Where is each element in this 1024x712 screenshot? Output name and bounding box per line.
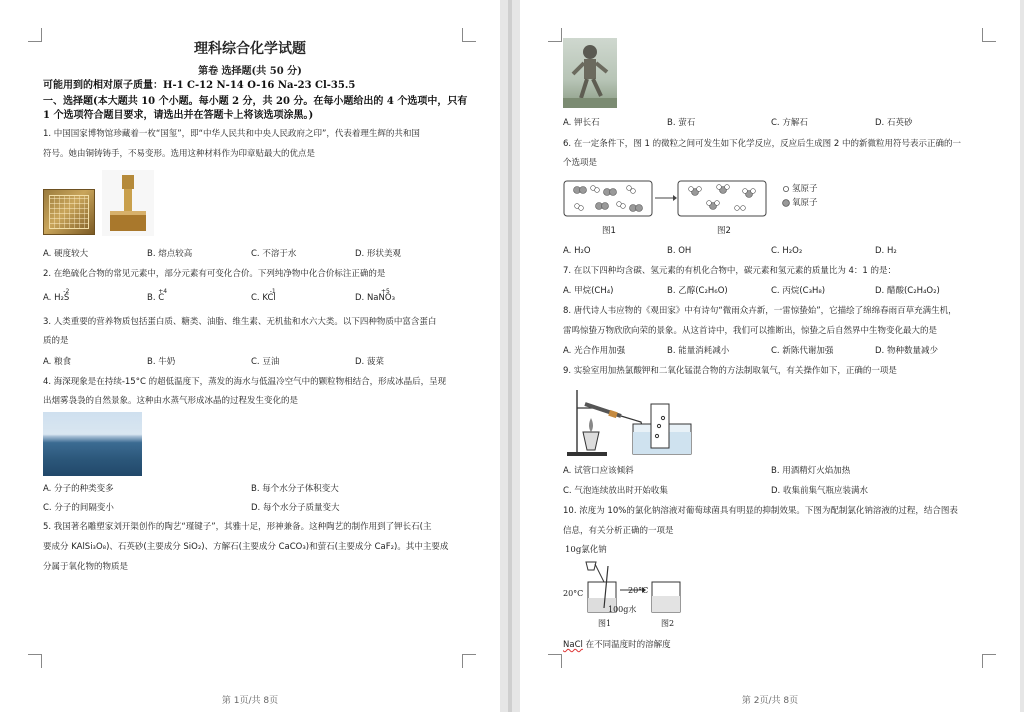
q2-option-a-label: A. [43, 293, 55, 303]
q2-option-b-charge: +4 [158, 288, 168, 295]
q7-option-d: D. 醋酸(C₂H₄O₂) [875, 286, 940, 296]
section-heading: 第卷 选择题(共 50 分) [198, 66, 302, 77]
q2-option-b-formula: C [158, 293, 165, 303]
page-title: 理科综合化学试题 [194, 41, 306, 57]
seal-photo-image [43, 189, 95, 235]
q2-option-a-formula: H₂S [54, 293, 70, 303]
sea-smoke-photo-image [43, 412, 142, 476]
q2-option-d-label: D. [355, 293, 367, 303]
document-page-1 [0, 0, 500, 712]
q2-option-b [147, 288, 168, 304]
page-corner-mark [548, 28, 562, 42]
bronze-seal-icon [102, 170, 154, 236]
q3-option-d: D. 菠菜 [355, 357, 384, 367]
q4-option-a: A. 分子的种类变多 [43, 484, 114, 494]
q8-option-a: A. 光合作用加强 [563, 346, 626, 356]
q2-option-c-formula: KCl [262, 293, 276, 303]
q2-option-b-label: B. [147, 293, 159, 303]
instructions-line-1: 一、选择题(本大题共 10 个小题。每小题 2 分，共 20 分。在每小题给出的 4 个选项中，只有 [43, 96, 468, 107]
q2-option-d [355, 288, 395, 304]
nacl-solubility-note [563, 640, 671, 651]
q6-option-d: D. H₂ [875, 246, 897, 256]
q8-stem-line-1: 8. 唐代诗人韦应物的《观田家》中有诗句“微雨众卉新，一雷惊蛰始”，它描绘了绵绵春雨百草充满生机， [563, 306, 957, 316]
water-amount-label: 100g水 [608, 605, 637, 614]
ceramic-statue-photo-image [563, 38, 617, 108]
fig1-temperature-label: 20°C [563, 589, 584, 598]
page-footer: 第 1页/共 8页 [221, 696, 279, 706]
q7-option-a: A. 甲烷(CH₄) [563, 286, 614, 296]
q5-stem-line-3: 分属于氧化物的物质是 [43, 562, 129, 572]
q5-option-d: D. 石英砂 [875, 118, 913, 128]
q3-stem-line-2: 质的是 [43, 336, 69, 346]
fig2-temperature-label: 20°C [628, 586, 649, 595]
q9-stem: 9. 实验室用加热氯酸钾和二氧化锰混合物的方法制取氧气，有关操作如下，正确的一项是 [563, 366, 897, 376]
q4-option-b: B. 每个水分子体积变大 [251, 484, 339, 494]
atomic-mass-line: 可能用到的相对原子质量：H-1 C-12 N-14 O-16 Na-23 Cl-35.5 [43, 80, 356, 91]
q10-stem-line-2: 信息，有关分析正确的一项是 [563, 526, 674, 536]
q9-option-c: C. 气泡连续放出时开始收集 [563, 486, 668, 496]
page-footer: 第 2页/共 8页 [741, 696, 799, 706]
q1-option-c: C. 不溶于水 [251, 249, 297, 259]
instructions-line-2: 1 个选项符合题目要求，请选出并在答题卡上将该选项涂黑。) [43, 110, 314, 121]
q4-stem-line-2: 出烟雾袅袅的自然景象。这种由水蒸气形成冰晶的过程发生变化的是 [43, 396, 299, 406]
q1-option-b: B. 熔点较高 [147, 249, 193, 259]
q9-option-a: A. 试管口应该倾斜 [563, 466, 634, 476]
nacl-word: NaCl [563, 640, 583, 650]
q6-option-a: A. H₂O [563, 246, 591, 256]
figure-2-box [678, 181, 766, 216]
statue-figure-icon [563, 38, 617, 108]
oxygen-atom-legend-icon [781, 198, 791, 208]
q1-stem-line-2: 符号。她由铜铸铸手，不易变形。选用这种材料作为印章贴最大的优点是 [43, 149, 316, 159]
legend-oxygen-label: 氧原子 [792, 198, 818, 208]
q5-stem-line-1: 5. 我国著名雕塑家刘开渠创作的陶艺“瑾键子”，其雅十足，形神兼备。这种陶艺的制作用到了钾长石(主 [43, 522, 432, 532]
oxygen-apparatus-diagram [563, 384, 703, 458]
nacl-note-text: 在不同温度时的溶解度 [582, 640, 671, 650]
q8-stem-line-2: 雷鸣惊蛰万物欣欣向荣的景象。从这首诗中，我们可以推断出，惊蛰之后自然界中生物变化最大的是 [563, 326, 938, 336]
q4-option-c: C. 分子的间隔变小 [43, 503, 114, 513]
figure-1-caption: 图1 [602, 226, 616, 236]
q8-option-c: C. 新陈代谢加强 [771, 346, 834, 356]
figure-2-caption: 图2 [717, 226, 731, 236]
page-corner-mark [462, 654, 476, 668]
hydrogen-atom-legend-icon [781, 184, 791, 194]
q9-option-d: D. 收集前集气瓶应装满水 [771, 486, 868, 496]
q8-option-d: D. 物种数量减少 [875, 346, 938, 356]
q2-option-c [251, 288, 276, 304]
q10-nacl-label: 10g氯化钠 [565, 545, 607, 555]
q9-option-b: B. 用酒精灯火焰加热 [771, 466, 851, 476]
q5-option-c: C. 方解石 [771, 118, 808, 128]
q2-option-d-charge: +5 [380, 288, 390, 295]
q3-option-c: C. 豆油 [251, 357, 280, 367]
q1-stem-line-1: 1. 中国国家博物馆珍藏着一枚“国玺”，即“中华人民共和中央人民政府之印”，代表着理生辉的共和国 [43, 129, 420, 139]
q4-option-d: D. 每个水分子质量变大 [251, 503, 340, 513]
q10-figure-1-caption: 图1 [598, 619, 612, 628]
q8-option-b: B. 能量消耗减小 [667, 346, 730, 356]
q2-option-c-charge: -1 [269, 288, 276, 295]
document-page-2 [520, 0, 1020, 712]
q6-stem-line-1: 6. 在一定条件下，图 1 的微粒之间可发生如下化学反应，反应后生成图 2 中的新微粒用符号表示正确的一 [563, 139, 961, 149]
q1-option-a: A. 硬度较大 [43, 249, 89, 259]
q1-option-d: D. 形状美观 [355, 249, 401, 259]
q2-option-c-label: C. [251, 293, 263, 303]
q7-option-c: C. 丙烷(C₃H₈) [771, 286, 826, 296]
q7-option-b: B. 乙醇(C₂H₆O) [667, 286, 728, 296]
q7-stem: 7. 在以下四种均含碳、氢元素的有机化合物中，碳元素和氢元素的质量比为 4：1 的是： [563, 266, 897, 276]
q6-reaction-diagram [563, 178, 773, 222]
q6-option-b: B. OH [667, 246, 692, 256]
q2-option-d-formula: NaNO₃ [366, 293, 395, 303]
legend-hydrogen-label: 氢原子 [792, 184, 818, 194]
q2-stem: 2. 在绝硫化合物的常见元素中，部分元素有可变化合价。下列纯净物中化合价标注正确的是 [43, 269, 386, 279]
q5-option-a: A. 钾长石 [563, 118, 600, 128]
page-corner-mark [548, 654, 562, 668]
q6-option-c: C. H₂O₂ [771, 246, 803, 256]
page-corner-mark [982, 28, 996, 42]
q5-option-b: B. 萤石 [667, 118, 696, 128]
q3-option-b: B. 牛奶 [147, 357, 176, 367]
q3-stem-line-1: 3. 人类重要的营养物质包括蛋白质、糖类、油脂、维生素、无机盐和水六大类。以下四种物质中富含蛋白 [43, 317, 437, 327]
page-corner-mark [28, 654, 42, 668]
q4-stem-line-1: 4. 海深现象是在持续-15°C 的超低温度下，蒸发的海水与低温冷空气中的颗粒物相结合，形成冰晶后，呈现 [43, 377, 447, 387]
seal-knob-photo-image [102, 170, 154, 236]
q2-option-a-charge: -2 [63, 288, 70, 295]
q2-option-a [43, 288, 70, 304]
q10-figure-2-caption: 图2 [661, 619, 675, 628]
q10-stem-line-1: 10. 浓度为 10%的氯化钠溶液对葡萄球菌具有明显的抑制效果。下图为配制氯化钠溶液的过程，结合图表 [563, 506, 958, 516]
q5-stem-line-2: 要成分 KAlSi₃O₈)、石英砂(主要成分 SiO₂)、方解石(主要成分 CaCO₃)和萤石(主要成分 CaF₂)。其中主要成 [43, 542, 449, 552]
page-gap [500, 0, 520, 712]
page-corner-mark [982, 654, 996, 668]
q3-option-a: A. 粮食 [43, 357, 72, 367]
q6-stem-line-2: 个选项是 [563, 158, 598, 168]
